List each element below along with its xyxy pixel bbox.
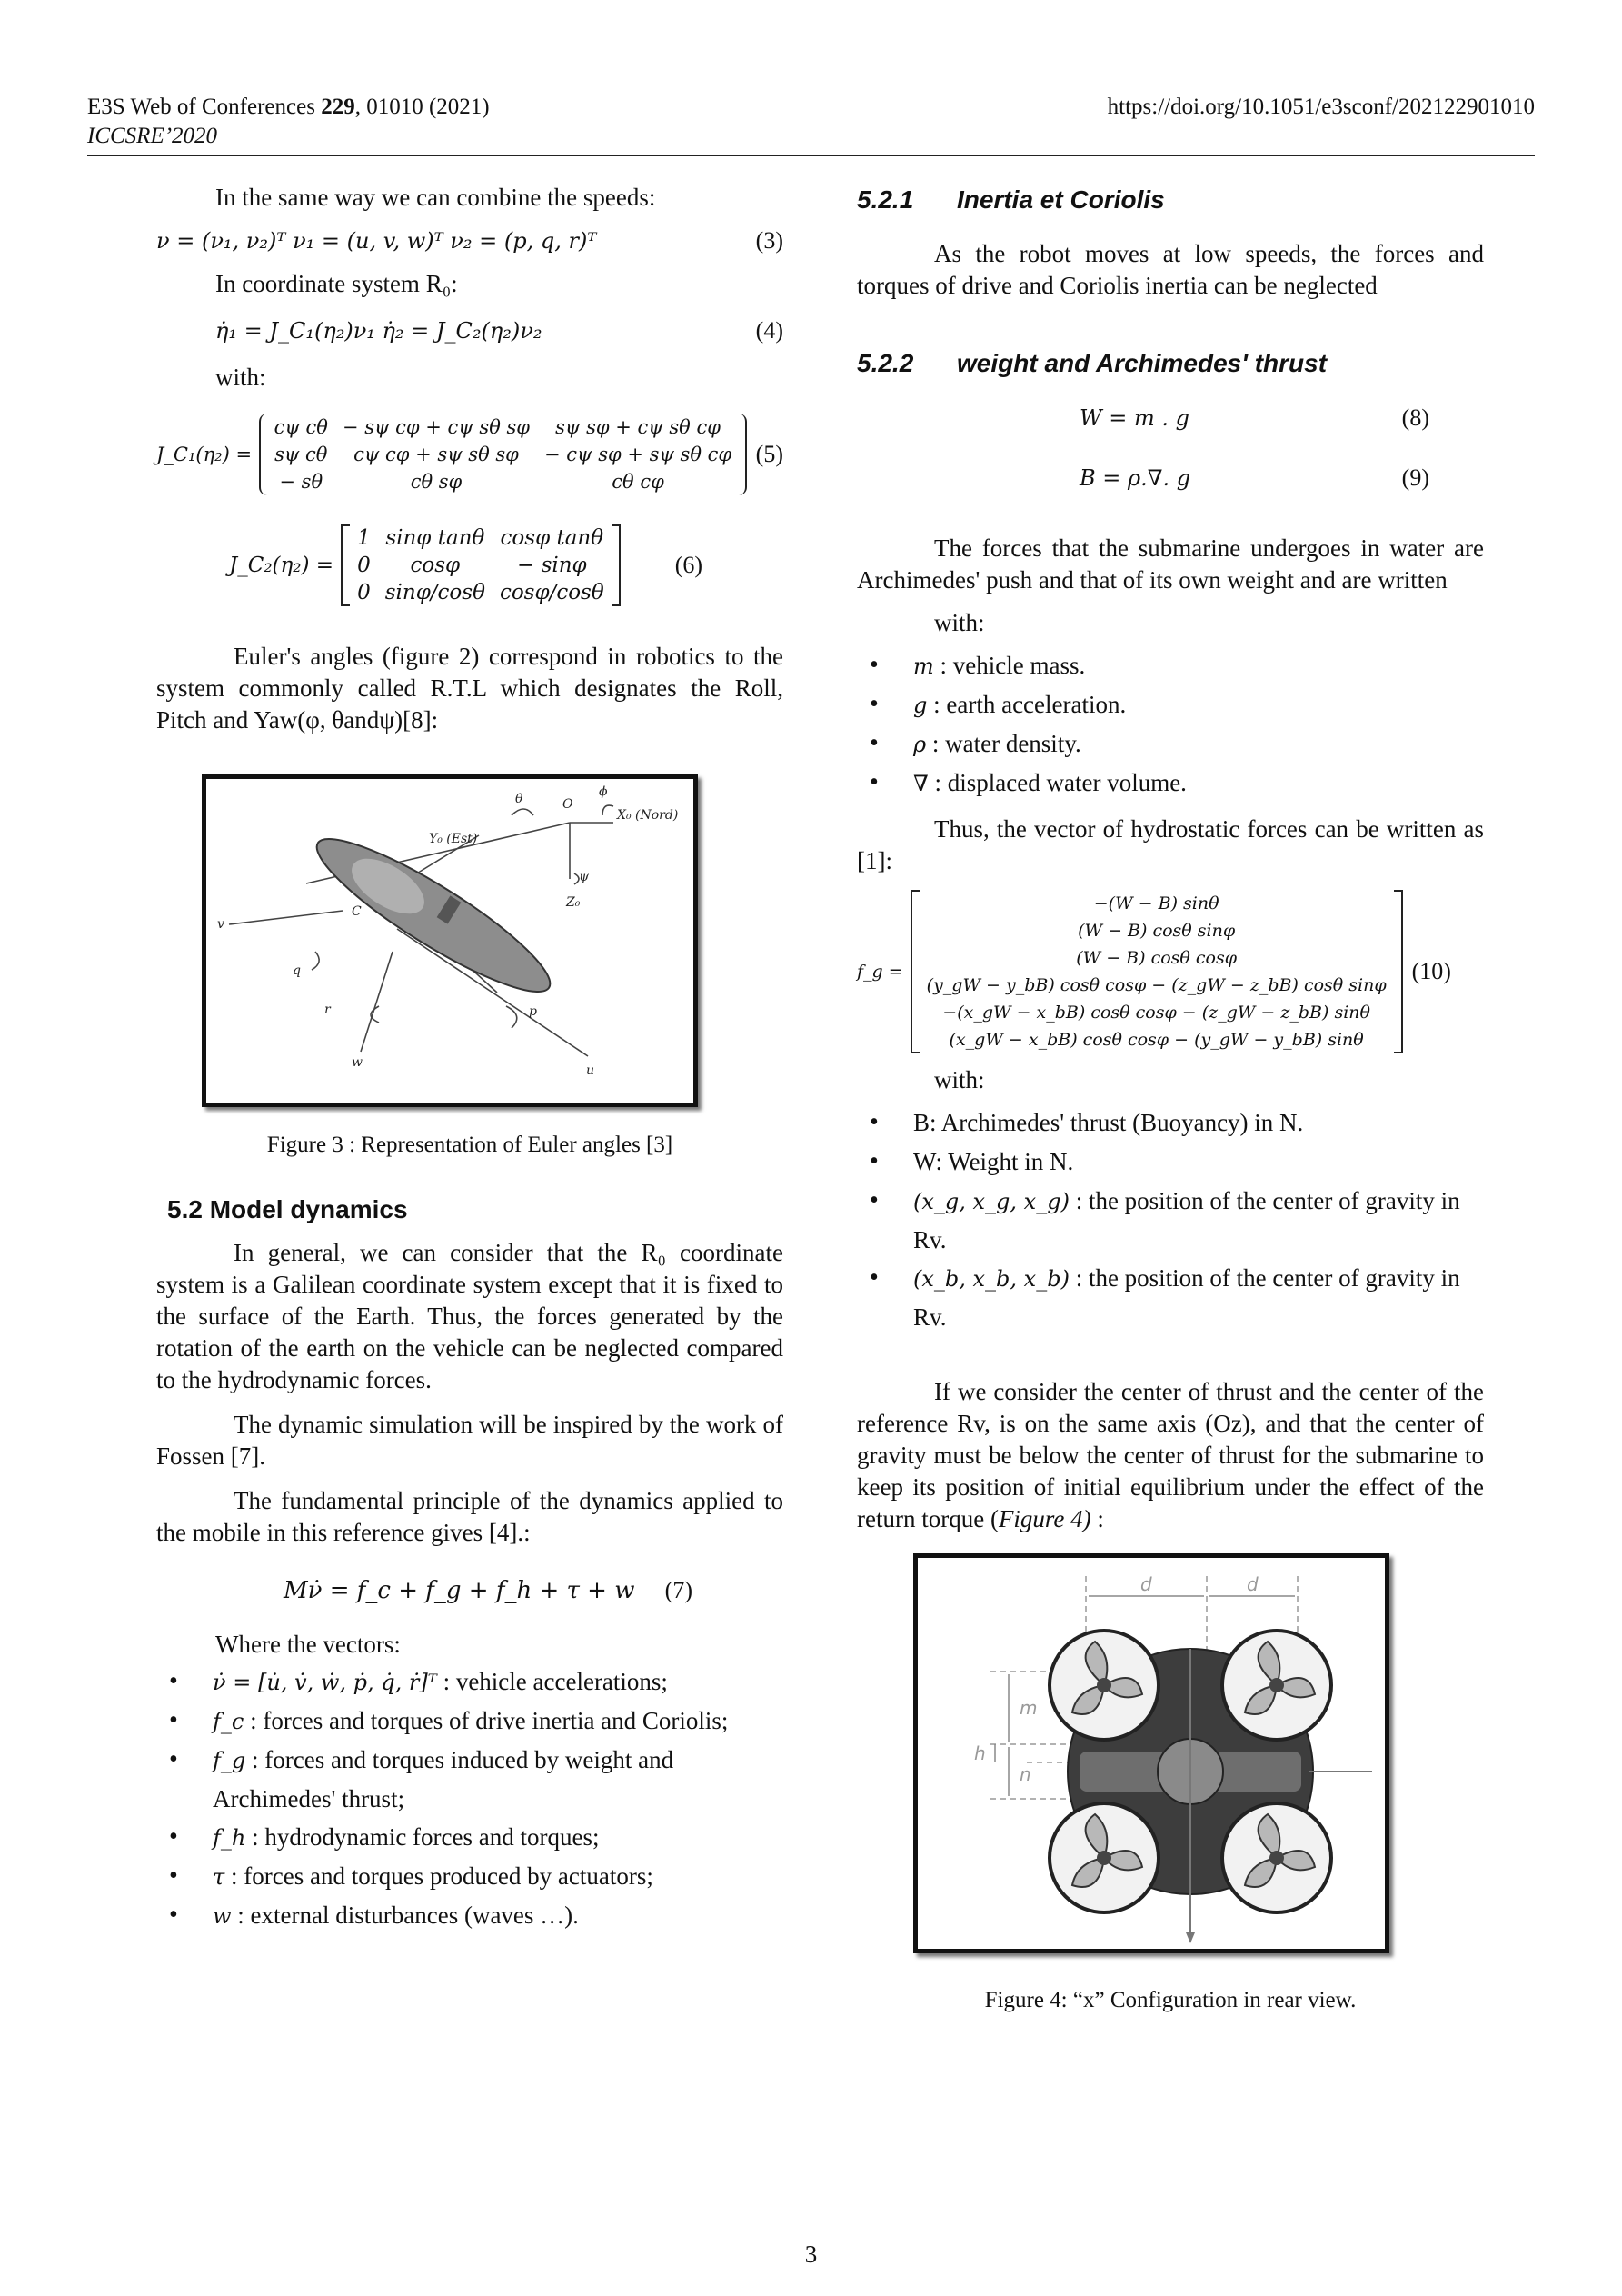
list-item: • f_h : hydrodynamic forces and torques;: [156, 1818, 783, 1857]
with-label: with:: [934, 609, 985, 636]
matrix-jc1: [267, 414, 740, 495]
vector-row: (W − B) cosθ sinφ: [1078, 921, 1236, 941]
x-configuration-diagram: [918, 1558, 1385, 1949]
equation-9-number: (9): [1401, 464, 1429, 491]
figure-4-caption: Figure 4: “x” Configuration in rear view.: [984, 1988, 1357, 2012]
list-item: • ν̇ = [u̇, v̇, ẇ, ṗ, q̇, ṙ]ᵀ : vehicle accelerations;: [156, 1662, 783, 1702]
fig3-label-p: p: [529, 1004, 537, 1019]
list-item: • w : external disturbances (waves …).: [156, 1896, 783, 1935]
matrix-row: 0 sinφ/cosθ cosφ/cosθ: [357, 581, 604, 604]
vector-row: (y_gW − y_bB) cosθ cosφ − (z_gW − z_bB) cosθ sinφ: [926, 975, 1387, 995]
fig3-label-r: r: [324, 1003, 331, 1017]
header-rule: [87, 155, 1535, 156]
left-bracket: [341, 524, 350, 606]
section-5-2-heading: 5.2 Model dynamics: [167, 1195, 408, 1223]
equation-5-lhs: J_C₁(η₂) =: [156, 444, 253, 465]
with-label: with:: [934, 1066, 985, 1093]
fig3-label-y0: Y₀ (Est): [429, 832, 478, 846]
equation-3-expression: ν = (ν₁, ν₂)ᵀ ν₁ = (u, v, w)ᵀ ν₂ = (p, q, r)ᵀ: [156, 228, 597, 254]
left-bracket: [911, 890, 920, 1053]
equation-9-expression: B = ρ.∇. g: [1080, 465, 1191, 491]
fig4-label-d-left: d: [1140, 1573, 1152, 1595]
equation-10-number: (10): [1411, 958, 1451, 984]
list-item: • (x_g, x_g, x_g) : the position of the center of gravity in Rv.: [857, 1182, 1484, 1259]
fig4-label-d-right: d: [1247, 1573, 1259, 1595]
figure-4-reference[interactable]: Figure 4): [998, 1505, 1091, 1532]
paragraph-fundamental-principle: The fundamental principle of the dynamics applied to the mobile in this reference gives [4].:: [156, 1487, 783, 1546]
equation-6: [156, 524, 783, 606]
vector-definition-list: [156, 1662, 783, 1935]
list-item: • τ : forces and torques produced by actuators;: [156, 1857, 783, 1896]
equation-7-number: (7): [664, 1577, 692, 1603]
list-item: • m : vehicle mass.: [857, 646, 1484, 685]
fig3-label-q: q: [293, 963, 301, 978]
fig3-label-w: w: [352, 1055, 363, 1070]
equation-8: [857, 396, 1484, 440]
equation-6-number: (6): [674, 552, 703, 578]
list-item: • ρ : water density.: [857, 724, 1484, 764]
equation-7-expression: Mν̇ = f_c + f_g + f_h + τ + w: [284, 1577, 635, 1604]
equation-4-expression: η̇₁ = J_C₁(η₂)ν₁ η̇₂ = J_C₂(η₂)ν₂: [215, 318, 542, 344]
list-item: • W: Weight in N.: [857, 1143, 1484, 1182]
fig3-label-psi: ψ: [579, 870, 589, 884]
fig3-label-phi: ϕ: [599, 784, 608, 799]
with-label: with:: [215, 364, 266, 391]
figure-3-caption: Figure 3 : Representation of Euler angles [3]: [266, 1133, 673, 1157]
fig3-label-c: C: [352, 904, 362, 919]
matrix-row: 1 sinφ tanθ cosφ tanθ: [357, 526, 604, 550]
matrix-row: sψ cθ cψ cφ + sψ sθ sφ − cψ sφ + sψ sθ cφ: [274, 444, 732, 465]
euler-angles-diagram: [206, 779, 693, 1103]
vector-row: (W − B) cosθ cosφ: [1076, 948, 1238, 968]
matrix-row: 0 cosφ − sinφ: [357, 554, 587, 577]
equation-4-number: (4): [755, 317, 783, 344]
equation-5: [156, 414, 783, 495]
fig3-label-u: u: [586, 1063, 595, 1078]
paragraph-coordinate-system: In coordinate system R₀:: [215, 270, 458, 297]
paragraph-euler-angles: Euler's angles (figure 2) correspond in robotics to the system commonly called R.T.L which designates the Roll, Pitch and Yaw(φ, θandψ)[8]:: [156, 643, 783, 734]
list-item: • f_g : forces and torques induced by weight and Archimedes' thrust;: [156, 1741, 783, 1818]
right-parenthesis: [739, 414, 747, 495]
right-bracket: [612, 524, 621, 606]
vector-row: (x_gW − x_bB) cosθ cosφ − (y_gW − y_bB) sinθ: [949, 1030, 1364, 1050]
journal-volume: 229: [321, 95, 355, 119]
page-number: 3: [804, 2241, 818, 2268]
equation-8-number: (8): [1401, 404, 1429, 431]
list-item: • B: Archimedes' thrust (Buoyancy) in N.: [857, 1103, 1484, 1143]
left-column: [156, 182, 783, 1935]
equation-7: [156, 1569, 783, 1612]
equation-3: [156, 219, 783, 263]
subsection-5-2-1-heading: 5.2.1 Inertia et Coriolis: [857, 185, 1165, 214]
matrix-row: − sθ cθ sφ cθ cφ: [279, 471, 664, 493]
where-the-vectors: Where the vectors:: [215, 1631, 401, 1658]
list-item: • (x_b, x_b, x_b) : the position of the center of gravity in Rv.: [857, 1259, 1484, 1336]
equation-3-number: (3): [755, 227, 783, 254]
paragraph-forces: The forces that the submarine undergoes in water are Archimedes' push and that of its own weight and are written: [857, 534, 1484, 594]
matrix-jc2: [350, 524, 612, 606]
fig3-label-v: v: [217, 917, 224, 932]
right-column: [857, 182, 1484, 2016]
matrix-row: cψ cθ − sψ cφ + cψ sθ sφ sψ sφ + cψ sθ cφ: [274, 416, 721, 438]
buoyancy-symbol-list: [857, 1103, 1484, 1336]
fig3-label-theta: θ: [515, 792, 523, 806]
figure-4-x-configuration: [913, 1553, 1389, 1953]
fig3-label-x0: X₀ (Nord): [617, 808, 679, 823]
fig4-label-n: n: [1020, 1763, 1031, 1785]
equation-6-lhs: J_C₂(η₂) =: [229, 554, 334, 577]
journal-citation: E3S Web of Conferences 229, 01010 (2021): [87, 95, 490, 119]
equation-8-expression: W = m . g: [1080, 405, 1190, 431]
figure-3-euler-angles: [202, 774, 698, 1107]
paragraph-galilean: In general, we can consider that the R₀ coordinate system is a Galilean coordinate system except that it is fixed to the surface of the Earth. Thus, the forces generated by the rotation of the earth on the vehicle can be neglected compared to the hydrodynamic forces.: [156, 1239, 783, 1393]
equation-10-lhs: f_g =: [857, 962, 903, 982]
fig4-label-h: h: [974, 1742, 986, 1764]
list-item: • g : earth acceleration.: [857, 685, 1484, 724]
list-item: • f_c : forces and torques of drive inertia and Coriolis;: [156, 1702, 783, 1741]
doi-link[interactable]: https://doi.org/10.1051/e3sconf/202122901010: [1107, 95, 1535, 119]
fig3-label-z0: Z₀: [566, 895, 581, 910]
vector-row: −(x_gW − x_bB) cosθ cosφ − (z_gW − z_bB) sinθ: [942, 1003, 1370, 1023]
fig4-label-m: m: [1020, 1697, 1038, 1719]
vector-row: −(W − B) sinθ: [1093, 893, 1219, 913]
hydrostatic-symbol-list: [857, 646, 1484, 803]
paragraph-speeds: In the same way we can combine the speeds:: [215, 184, 656, 211]
equation-10: [857, 890, 1484, 1053]
equation-4: [156, 309, 783, 353]
paragraph-inertia: As the robot moves at low speeds, the forces and torques of drive and Coriolis inertia can be neglected: [857, 240, 1484, 299]
running-header-left: [87, 93, 490, 151]
hydrostatic-force-vector: [920, 890, 1394, 1053]
right-bracket: [1394, 890, 1403, 1053]
paragraph-hydrostatic-vector: Thus, the vector of hydrostatic forces can be written as [1]:: [857, 815, 1484, 874]
paragraph-center-of-thrust: If we consider the center of thrust and the center of the reference Rv, is on the same axis (Oz), and that the center of gravity must be below the center of thrust for the submarine to keep its position of initial equilibrium under the effect of the return torque (Figure 4) :: [857, 1378, 1484, 1532]
conference-name: ICCSRE’2020: [87, 124, 218, 148]
paragraph-fossen: The dynamic simulation will be inspired by the work of Fossen [7].: [156, 1411, 783, 1470]
left-parenthesis: [259, 414, 267, 495]
equation-5-number: (5): [755, 441, 783, 467]
fig3-label-O: O: [562, 797, 573, 812]
list-item: • ∇ : displaced water volume.: [857, 764, 1484, 803]
equation-9: [857, 456, 1484, 500]
subsection-5-2-2-heading: 5.2.2 weight and Archimedes' thrust: [857, 349, 1328, 377]
